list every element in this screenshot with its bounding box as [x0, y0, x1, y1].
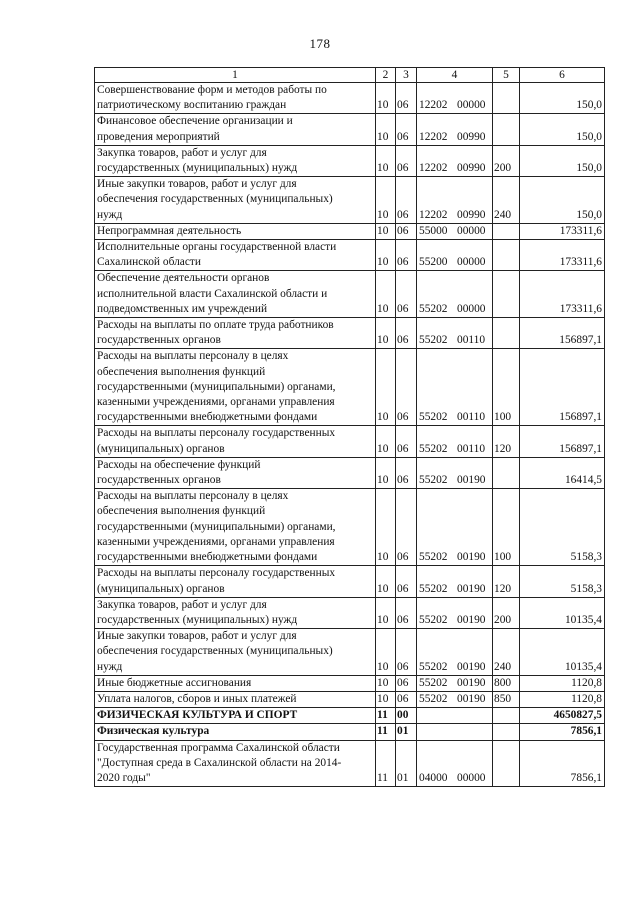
- header-col-6: 6: [520, 68, 605, 83]
- row-target-direction-code: 00990: [457, 162, 486, 175]
- row-target-direction-code: 00990: [457, 208, 486, 221]
- table-row: [95, 177, 605, 224]
- row-subsection-code: 06: [396, 629, 417, 676]
- row-target-article: [417, 740, 493, 787]
- row-target-program-code: 55202: [419, 334, 448, 347]
- row-target-article: [417, 223, 493, 239]
- row-section-code: 10: [376, 240, 396, 271]
- header-row: [95, 68, 605, 83]
- row-target-direction-code: 00000: [457, 256, 486, 269]
- table-row: [95, 724, 605, 740]
- row-target-program-code: 12202: [419, 162, 448, 175]
- row-amount: 156897,1: [520, 426, 605, 457]
- row-name: Расходы на выплаты персоналу государственных (муниципальных) органов: [95, 426, 376, 457]
- row-subsection-code: 06: [396, 691, 417, 707]
- row-expense-type-code: [493, 240, 520, 271]
- row-name: Иные закупки товаров, работ и услуг для обеспечения государственных (муниципальных) нужд: [95, 177, 376, 224]
- row-target-article: [417, 240, 493, 271]
- row-subsection-code: 06: [396, 114, 417, 145]
- table-row: [95, 566, 605, 597]
- table-row: [95, 597, 605, 628]
- row-subsection-code: 06: [396, 145, 417, 176]
- row-expense-type-code: [493, 271, 520, 318]
- row-target-article: [417, 489, 493, 566]
- budget-table: [94, 67, 605, 787]
- table-row: [95, 691, 605, 707]
- row-target-direction-code: 00190: [457, 692, 486, 705]
- table-row: [95, 83, 605, 114]
- row-target-article: [417, 349, 493, 426]
- row-amount: 4650827,5: [520, 708, 605, 724]
- row-section-code: 11: [376, 708, 396, 724]
- row-target-program-code: 55202: [419, 660, 448, 673]
- row-name: Финансовое обеспечение организации и проведения мероприятий: [95, 114, 376, 145]
- table-row: [95, 223, 605, 239]
- row-subsection-code: 06: [396, 426, 417, 457]
- row-name: Уплата налогов, сборов и иных платежей: [95, 691, 376, 707]
- row-target-program-code: 55202: [419, 551, 448, 564]
- row-amount: 173311,6: [520, 223, 605, 239]
- page-number: 178: [309, 36, 331, 51]
- row-subsection-code: 06: [396, 489, 417, 566]
- row-target-direction-code: 00110: [457, 442, 486, 455]
- row-amount: 150,0: [520, 177, 605, 224]
- row-target-article: [417, 145, 493, 176]
- row-target-program-code: 55202: [419, 474, 448, 487]
- table-row: [95, 675, 605, 691]
- row-expense-type-code: [493, 114, 520, 145]
- row-amount: 156897,1: [520, 349, 605, 426]
- row-section-code: 10: [376, 177, 396, 224]
- row-expense-type-code: 120: [493, 566, 520, 597]
- table-row: [95, 318, 605, 349]
- row-name: Иные бюджетные ассигнования: [95, 675, 376, 691]
- row-expense-type-code: 100: [493, 349, 520, 426]
- table-row: [95, 489, 605, 566]
- row-target-direction-code: 00190: [457, 613, 486, 626]
- row-section-code: 10: [376, 457, 396, 488]
- row-section-code: 10: [376, 691, 396, 707]
- row-amount: 5158,3: [520, 489, 605, 566]
- row-amount: 173311,6: [520, 271, 605, 318]
- row-section-code: 10: [376, 489, 396, 566]
- row-target-program-code: 55202: [419, 613, 448, 626]
- row-target-article: [417, 675, 493, 691]
- row-name: Расходы на выплаты персоналу в целях обеспечения выполнения функций государственными (муниципальными) органами, казенными учреждениями, органами управления государственными внебюджетными фондами: [95, 489, 376, 566]
- row-name: Совершенствование форм и методов работы по патриотическому воспитанию граждан: [95, 83, 376, 114]
- row-amount: 156897,1: [520, 318, 605, 349]
- row-target-article: [417, 724, 493, 740]
- row-expense-type-code: [493, 83, 520, 114]
- table-row: [95, 629, 605, 676]
- row-target-program-code: 55202: [419, 411, 448, 424]
- row-subsection-code: 06: [396, 177, 417, 224]
- row-amount: 7856,1: [520, 740, 605, 787]
- row-target-direction-code: 00190: [457, 676, 486, 689]
- row-expense-type-code: 200: [493, 597, 520, 628]
- row-subsection-code: 06: [396, 457, 417, 488]
- row-expense-type-code: 120: [493, 426, 520, 457]
- row-target-article: [417, 708, 493, 724]
- row-name: Государственная программа Сахалинской области "Доступная среда в Сахалинской области на 2014- 2020 годы": [95, 740, 376, 787]
- row-target-program-code: 55202: [419, 442, 448, 455]
- row-expense-type-code: 240: [493, 629, 520, 676]
- table-row: [95, 708, 605, 724]
- row-target-article: [417, 114, 493, 145]
- row-name: Физическая культура: [95, 724, 376, 740]
- header-col-4: 4: [417, 68, 493, 83]
- row-subsection-code: 06: [396, 566, 417, 597]
- row-target-article: [417, 629, 493, 676]
- row-target-direction-code: 00110: [457, 411, 486, 424]
- row-subsection-code: 01: [396, 740, 417, 787]
- row-target-article: [417, 177, 493, 224]
- row-target-program-code: 04000: [419, 771, 448, 784]
- row-target-program-code: 55200: [419, 256, 448, 269]
- table-row: [95, 114, 605, 145]
- row-target-article: [417, 271, 493, 318]
- row-subsection-code: 06: [396, 349, 417, 426]
- row-name: ФИЗИЧЕСКАЯ КУЛЬТУРА И СПОРТ: [95, 708, 376, 724]
- row-target-direction-code: 00000: [457, 224, 486, 237]
- row-section-code: 10: [376, 114, 396, 145]
- row-target-direction-code: 00000: [457, 302, 486, 315]
- row-target-article: [417, 597, 493, 628]
- row-amount: 10135,4: [520, 597, 605, 628]
- row-target-article: [417, 318, 493, 349]
- row-section-code: 10: [376, 318, 396, 349]
- row-section-code: 10: [376, 566, 396, 597]
- row-name: Иные закупки товаров, работ и услуг для обеспечения государственных (муниципальных) нужд: [95, 629, 376, 676]
- row-expense-type-code: 240: [493, 177, 520, 224]
- row-target-direction-code: 00190: [457, 474, 486, 487]
- row-name: Закупка товаров, работ и услуг для государственных (муниципальных) нужд: [95, 597, 376, 628]
- row-target-direction-code: 00190: [457, 551, 486, 564]
- table-row: [95, 271, 605, 318]
- row-name: Закупка товаров, работ и услуг для государственных (муниципальных) нужд: [95, 145, 376, 176]
- table-row: [95, 457, 605, 488]
- row-target-direction-code: 00000: [457, 99, 486, 112]
- row-amount: 150,0: [520, 114, 605, 145]
- row-subsection-code: 00: [396, 708, 417, 724]
- row-section-code: 10: [376, 145, 396, 176]
- row-target-direction-code: 00190: [457, 582, 486, 595]
- row-expense-type-code: 100: [493, 489, 520, 566]
- header-col-1: 1: [95, 68, 376, 83]
- table-row: [95, 145, 605, 176]
- row-name: Обеспечение деятельности органов исполнительной власти Сахалинской области и подведомственных им учреждений: [95, 271, 376, 318]
- row-subsection-code: 06: [396, 271, 417, 318]
- row-section-code: 10: [376, 629, 396, 676]
- row-name: Расходы на выплаты персоналу в целях обеспечения выполнения функций государственными (муниципальными) органами, казенными учреждениями, органами управления государственными внебюджетными фондами: [95, 349, 376, 426]
- row-amount: 1120,8: [520, 691, 605, 707]
- row-amount: 10135,4: [520, 629, 605, 676]
- row-subsection-code: 06: [396, 318, 417, 349]
- row-expense-type-code: [493, 318, 520, 349]
- row-amount: 173311,6: [520, 240, 605, 271]
- row-target-article: [417, 691, 493, 707]
- row-target-program-code: 12202: [419, 130, 448, 143]
- row-target-program-code: 55202: [419, 302, 448, 315]
- row-target-direction-code: 00990: [457, 130, 486, 143]
- row-target-program-code: 55202: [419, 676, 448, 689]
- header-col-3: 3: [396, 68, 417, 83]
- row-target-program-code: 55202: [419, 582, 448, 595]
- row-name: Расходы на выплаты персоналу государственных (муниципальных) органов: [95, 566, 376, 597]
- row-section-code: 10: [376, 271, 396, 318]
- row-section-code: 10: [376, 349, 396, 426]
- row-section-code: 10: [376, 223, 396, 239]
- row-amount: 5158,3: [520, 566, 605, 597]
- row-section-code: 10: [376, 597, 396, 628]
- row-section-code: 10: [376, 83, 396, 114]
- row-target-program-code: 55202: [419, 692, 448, 705]
- row-target-program-code: 55000: [419, 224, 448, 237]
- row-section-code: 10: [376, 675, 396, 691]
- row-subsection-code: 06: [396, 675, 417, 691]
- row-section-code: 11: [376, 724, 396, 740]
- table-row: [95, 240, 605, 271]
- row-target-article: [417, 426, 493, 457]
- row-target-article: [417, 566, 493, 597]
- row-expense-type-code: [493, 724, 520, 740]
- row-section-code: 10: [376, 426, 396, 457]
- row-name: Непрограммная деятельность: [95, 223, 376, 239]
- row-expense-type-code: [493, 223, 520, 239]
- table-body: [95, 83, 605, 787]
- header-col-5: 5: [493, 68, 520, 83]
- row-subsection-code: 06: [396, 223, 417, 239]
- row-target-program-code: 12202: [419, 208, 448, 221]
- row-target-direction-code: 00190: [457, 660, 486, 673]
- header-col-2: 2: [376, 68, 396, 83]
- row-expense-type-code: [493, 708, 520, 724]
- row-amount: 150,0: [520, 145, 605, 176]
- row-expense-type-code: 200: [493, 145, 520, 176]
- row-name: Расходы на выплаты по оплате труда работников государственных органов: [95, 318, 376, 349]
- row-name: Исполнительные органы государственной власти Сахалинской области: [95, 240, 376, 271]
- row-section-code: 11: [376, 740, 396, 787]
- row-amount: 7856,1: [520, 724, 605, 740]
- row-subsection-code: 06: [396, 240, 417, 271]
- row-target-article: [417, 457, 493, 488]
- row-name: Расходы на обеспечение функций государственных органов: [95, 457, 376, 488]
- row-target-article: [417, 83, 493, 114]
- row-target-direction-code: 00110: [457, 334, 486, 347]
- table-row: [95, 740, 605, 787]
- row-subsection-code: 06: [396, 83, 417, 114]
- table-row: [95, 426, 605, 457]
- row-expense-type-code: 800: [493, 675, 520, 691]
- row-expense-type-code: 850: [493, 691, 520, 707]
- row-amount: 16414,5: [520, 457, 605, 488]
- row-amount: 1120,8: [520, 675, 605, 691]
- row-expense-type-code: [493, 457, 520, 488]
- row-amount: 150,0: [520, 83, 605, 114]
- row-target-program-code: 12202: [419, 99, 448, 112]
- row-target-direction-code: 00000: [457, 771, 486, 784]
- row-subsection-code: 01: [396, 724, 417, 740]
- row-expense-type-code: [493, 740, 520, 787]
- row-subsection-code: 06: [396, 597, 417, 628]
- table-row: [95, 349, 605, 426]
